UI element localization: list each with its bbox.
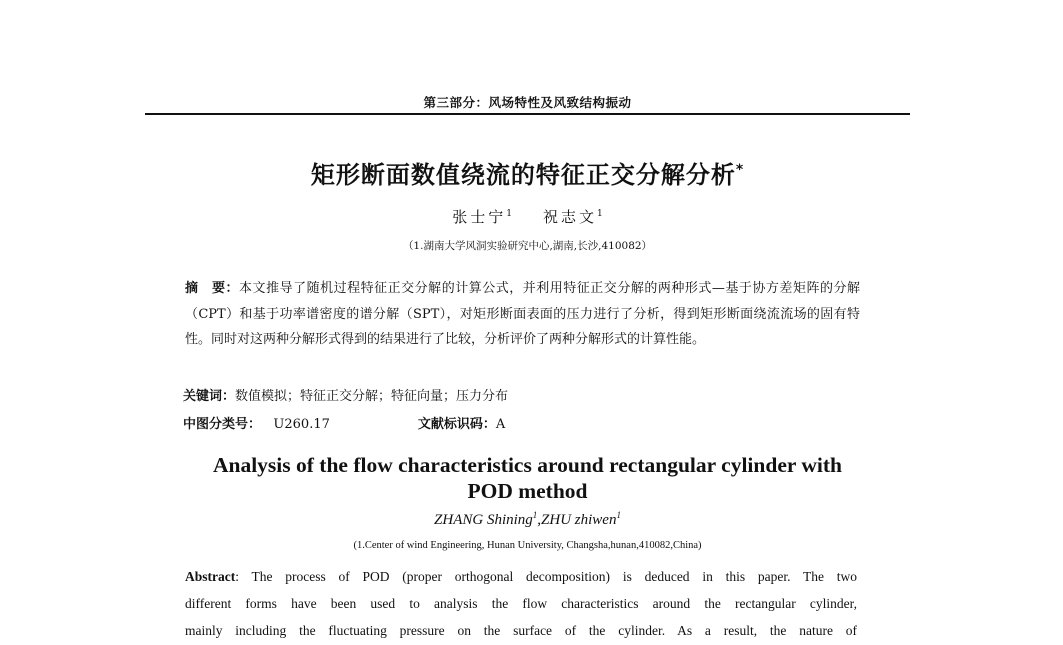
- title-footnote-mark: *: [735, 162, 745, 178]
- chinese-keywords: [183, 385, 508, 404]
- english-title-line: POD method: [467, 479, 588, 503]
- chinese-authors: [145, 206, 910, 227]
- chinese-abstract-label: 摘 要：: [185, 281, 240, 296]
- author-affiliation-mark: 1: [506, 209, 512, 219]
- chinese-affiliation: （1.湖南大学风洞实验研究中心,湖南,长沙,410082）: [402, 240, 653, 252]
- english-title-line: Analysis of the flow characteristics around rectangular cylinder with: [212, 453, 843, 477]
- document-code-value: A: [495, 417, 506, 432]
- english-author-name: ZHANG Shining: [434, 512, 533, 528]
- english-title: [145, 452, 910, 504]
- author-affiliation-mark: 1: [597, 209, 603, 219]
- abstract-text: : The process of POD (proper orthogonal decomposition) is deduced in this paper. The two: [235, 569, 857, 584]
- classification-line: [183, 413, 505, 432]
- class-number-label: 中图分类号：: [183, 417, 262, 432]
- english-authors: [145, 510, 910, 529]
- english-abstract-line: mainly including the fluctuating pressure on the surface of the cylinder. As a result, the nature of: [185, 623, 857, 638]
- english-affiliation: (1.Center of wind Engineering, Hunan University, Changsha,hunan,410082,China): [353, 540, 702, 551]
- author-name: 张士宁: [452, 208, 507, 226]
- chinese-title-text: 矩形断面数值绕流的特征正交分解分析: [310, 161, 736, 189]
- class-number-value: U260.17: [273, 417, 330, 432]
- running-header: 第三部分：风场特性及风致结构振动: [423, 95, 632, 110]
- english-author-name: ZHU zhiwen: [541, 512, 617, 528]
- chinese-title: [145, 155, 910, 190]
- chinese-abstract: [185, 276, 860, 353]
- english-abstract-line: [185, 563, 857, 590]
- english-abstract: [185, 563, 857, 644]
- english-abstract-line: different forms have been used to analysis the flow characteristics around the rectangular cylinder,: [185, 596, 857, 611]
- abstract-label: Abstract: [185, 569, 236, 584]
- chinese-abstract-text: 本文推导了随机过程特征正交分解的计算公式，并利用特征正交分解的两种形式—基于协方差矩阵的分解（CPT）和基于功率谱密度的谱分解（SPT），对矩形断面表面的压力进行了分析，得到矩形断面绕流流场的固有特性。同时对这两种分解形式得到的结果进行了比较，分析评价了两种分解形式的计算性能。: [185, 281, 860, 347]
- author-affiliation-mark: 1: [532, 510, 538, 520]
- author-name: 祝志文: [543, 208, 598, 226]
- author-separator: ,: [537, 512, 542, 528]
- author-affiliation-mark: 1: [616, 510, 621, 520]
- keywords-text: 数值模拟；特征正交分解；特征向量；压力分布: [235, 389, 509, 404]
- header-rule: [145, 113, 910, 115]
- keywords-label: 关键词：: [183, 389, 236, 404]
- document-code-label: 文献标识码：: [417, 417, 496, 432]
